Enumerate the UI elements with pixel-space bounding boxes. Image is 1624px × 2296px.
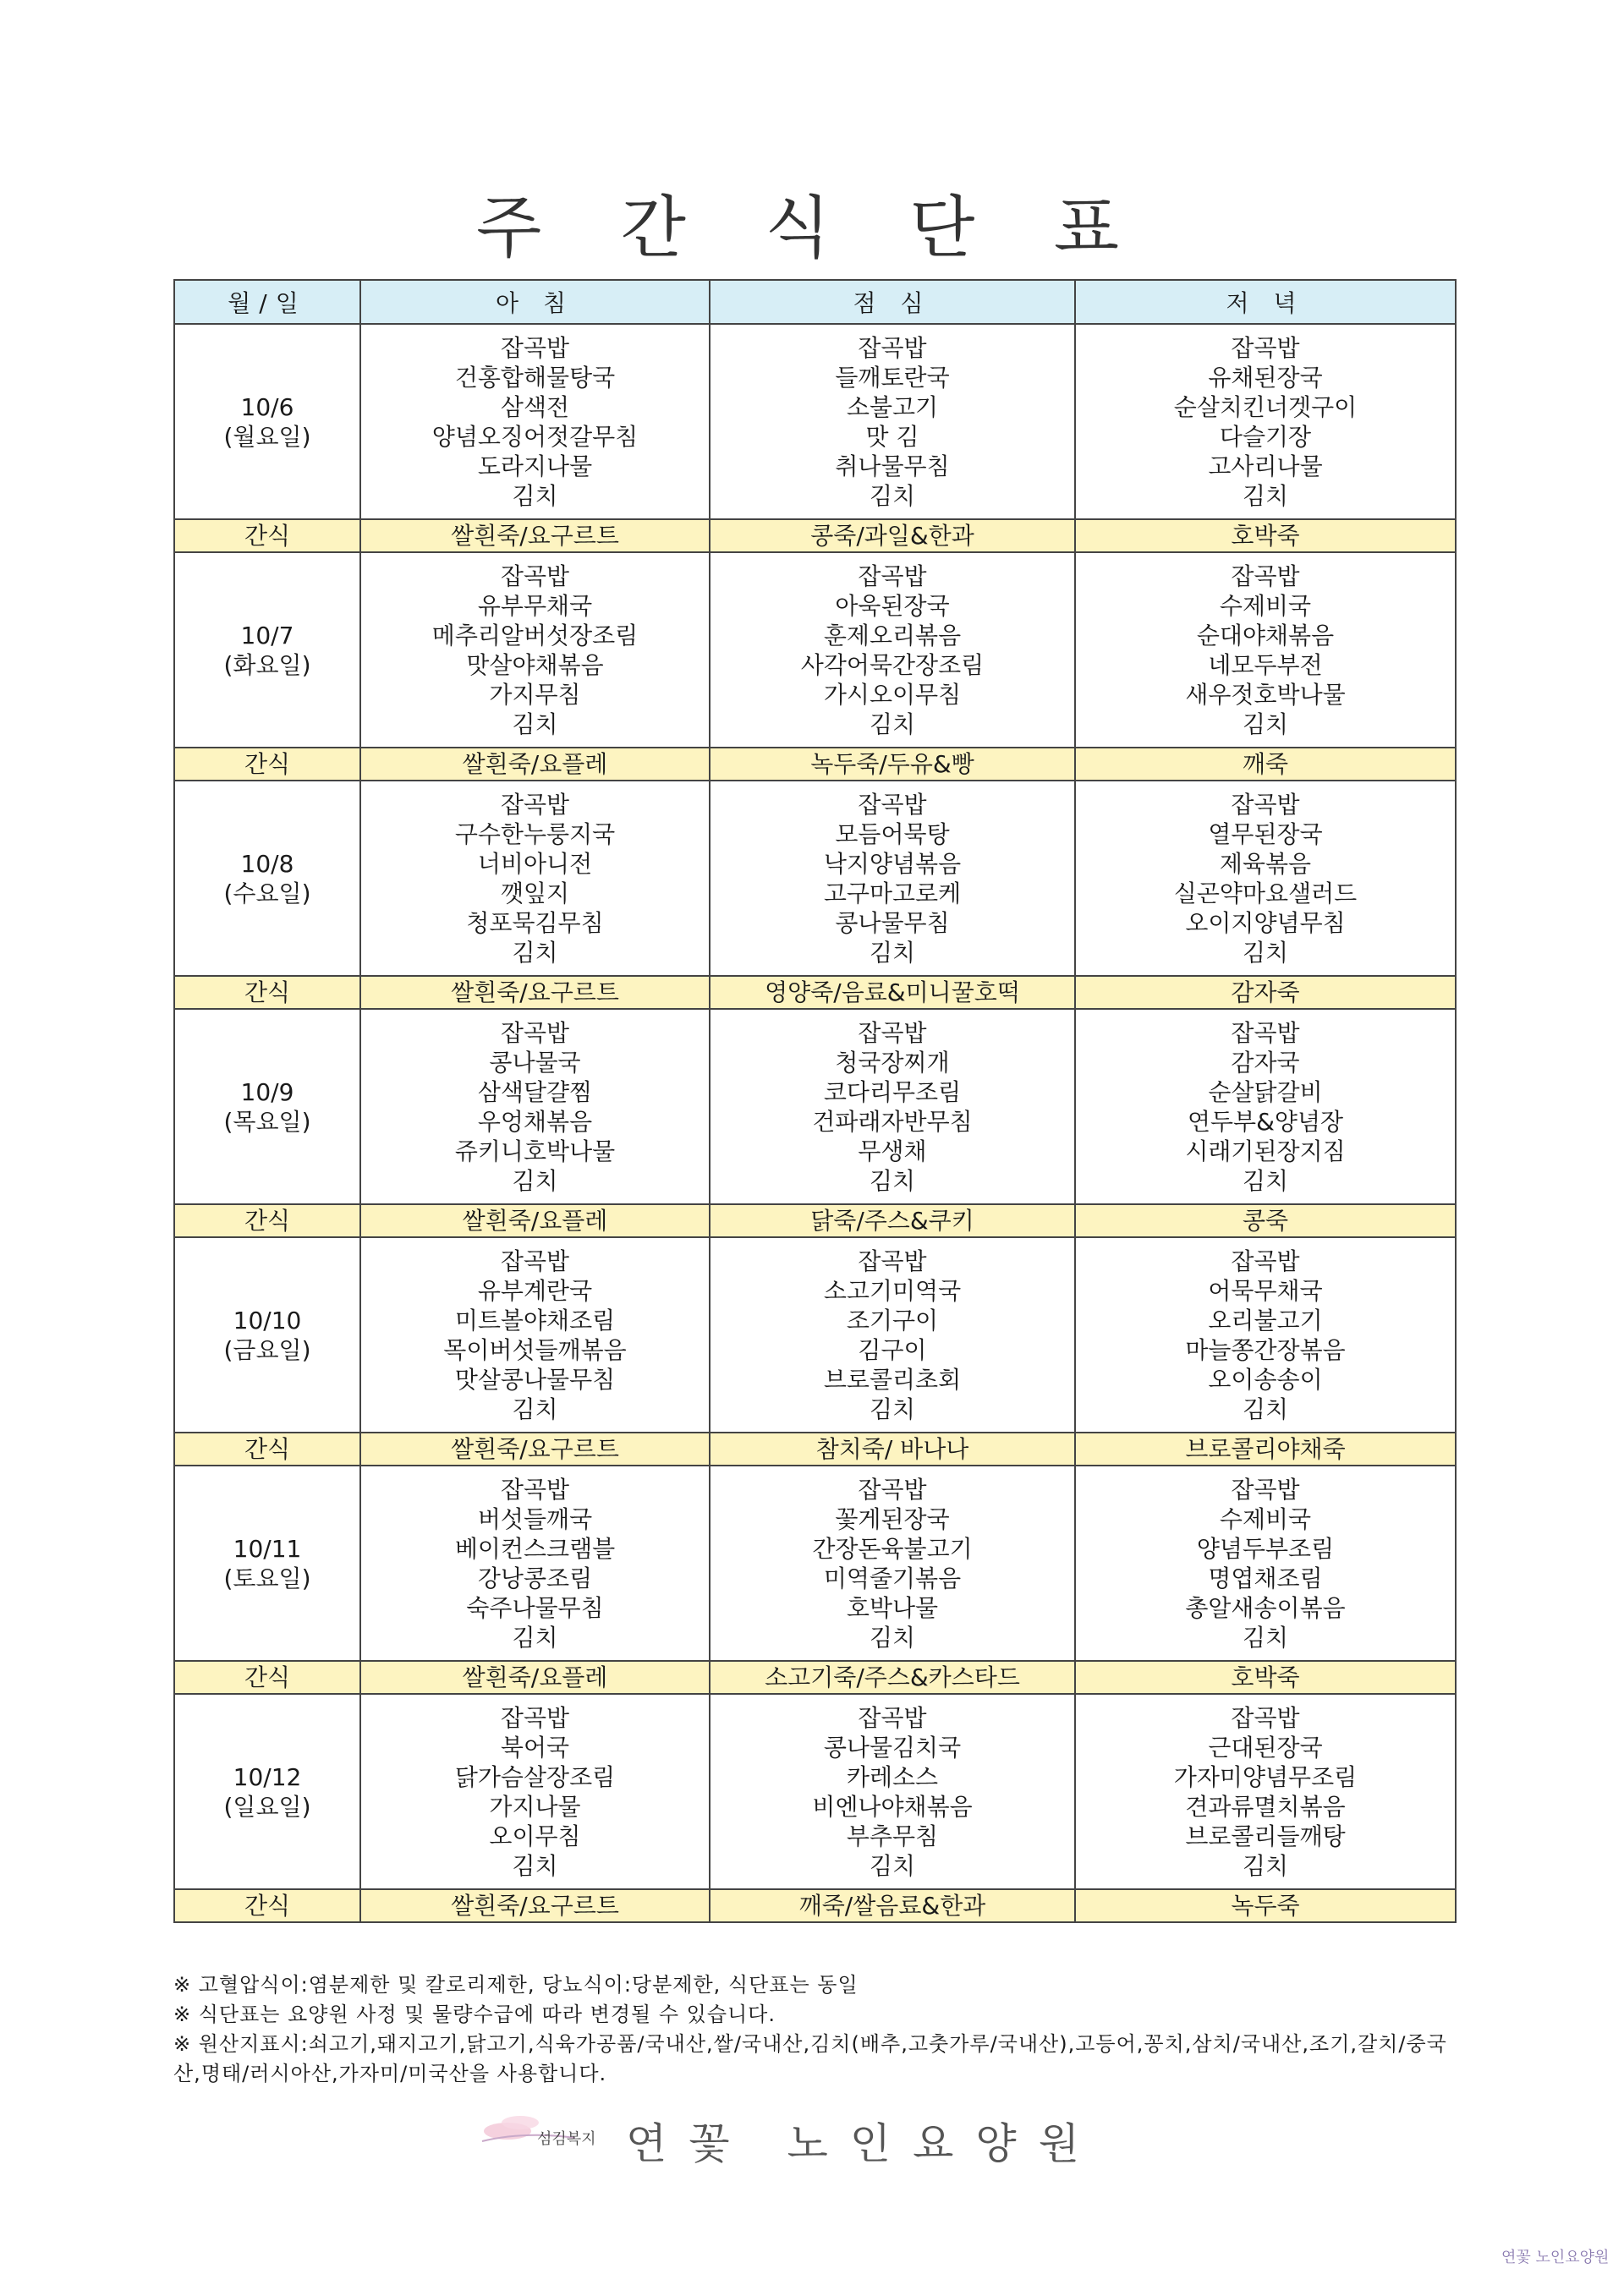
menu-item: 잡곡밥 xyxy=(858,1475,927,1504)
menu-item: 수제비국 xyxy=(1219,1504,1312,1533)
menu-item: 카레소스 xyxy=(846,1762,939,1791)
menu-item: 순대야채볶음 xyxy=(1196,621,1335,649)
snack-row xyxy=(174,976,1456,1009)
dinner-cell xyxy=(1075,1694,1456,1889)
notes xyxy=(173,1970,1459,2089)
menu-item: 김구이 xyxy=(858,1335,927,1364)
day-date-cell xyxy=(174,552,360,748)
menu-item: 김치 xyxy=(869,1166,916,1195)
menu-item: 잡곡밥 xyxy=(1231,1018,1300,1047)
menu-item: 유부계란국 xyxy=(477,1276,593,1305)
snack-row xyxy=(174,519,1456,552)
day-row xyxy=(174,1009,1456,1204)
snack-item: 브로콜리야채죽 xyxy=(1075,1433,1456,1466)
day-row xyxy=(174,781,1456,976)
menu-item: 잡곡밥 xyxy=(1231,1247,1300,1275)
day-weekday: (토요일) xyxy=(223,1564,311,1592)
menu-item: 구수한누룽지국 xyxy=(454,819,616,848)
menu-item: 오리불고기 xyxy=(1208,1306,1323,1334)
menu-item: 브로콜리들깨탕 xyxy=(1185,1822,1346,1850)
snack-row xyxy=(174,1661,1456,1694)
menu-item: 쥬키니호박나물 xyxy=(454,1137,616,1165)
note-line: ※ 고혈압식이:염분제한 및 칼로리제한, 당뇨식이:당분제한, 식단표는 동일 xyxy=(173,1973,859,1997)
snack-item: 쌀흰죽/요구르트 xyxy=(360,1889,710,1922)
menu-item: 청포묵김무침 xyxy=(466,908,604,937)
day-date: 10/12 xyxy=(233,1762,302,1791)
menu-item: 오이지양념무침 xyxy=(1185,908,1346,937)
logo-main-text: 연꽃 노인요양원 xyxy=(626,2119,1101,2168)
menu-item: 가지나물 xyxy=(489,1792,581,1821)
day-weekday: (수요일) xyxy=(223,879,311,907)
menu-body xyxy=(174,324,1456,1922)
menu-item: 잡곡밥 xyxy=(1231,1475,1300,1504)
menu-item: 잡곡밥 xyxy=(500,1475,570,1504)
lunch-cell xyxy=(710,781,1075,976)
snack-row xyxy=(174,1889,1456,1922)
note-line: ※ 원산지표시:쇠고기,돼지고기,닭고기,식육가공품/국내산,쌀/국내산,김치(배추,고춧가루/국내산),고등어,꽁치,삼치/국내산,조기,갈치/중국산,명태/러시아산,가자미/미국산을 사용합니다. xyxy=(173,2032,1447,2085)
snack-item: 녹두죽 xyxy=(1075,1889,1456,1922)
menu-item: 조기구이 xyxy=(846,1306,939,1334)
menu-item: 마늘쫑간장볶음 xyxy=(1185,1335,1346,1364)
menu-item: 시래기된장지짐 xyxy=(1185,1137,1346,1165)
menu-item: 김치 xyxy=(869,1623,916,1652)
snack-item: 쌀흰죽/요구르트 xyxy=(360,1433,710,1466)
menu-item: 건홍합해물탕국 xyxy=(454,363,616,392)
menu-item: 다슬기장 xyxy=(1219,422,1312,451)
menu-item: 김치 xyxy=(512,1166,558,1195)
dinner-cell xyxy=(1075,1237,1456,1433)
menu-item: 잡곡밥 xyxy=(858,1247,927,1275)
menu-item: 가지무침 xyxy=(489,680,581,709)
menu-item: 깻잎지 xyxy=(500,879,570,907)
snack-item: 쌀흰죽/요플레 xyxy=(360,1661,710,1694)
menu-item: 잡곡밥 xyxy=(858,1018,927,1047)
menu-item: 버섯들깨국 xyxy=(477,1504,593,1533)
menu-item: 수제비국 xyxy=(1219,591,1312,620)
menu-item: 호박나물 xyxy=(846,1593,939,1622)
snack-item: 호박죽 xyxy=(1075,1661,1456,1694)
menu-item: 잡곡밥 xyxy=(500,1703,570,1732)
menu-item: 미역줄기볶음 xyxy=(823,1564,962,1592)
menu-item: 고구마고로케 xyxy=(823,879,962,907)
day-weekday: (월요일) xyxy=(223,422,311,451)
menu-item: 김치 xyxy=(512,1623,558,1652)
header-date: 월/일 xyxy=(174,280,360,324)
menu-item: 간장돈육불고기 xyxy=(812,1534,973,1563)
breakfast-cell xyxy=(360,1694,710,1889)
day-row xyxy=(174,552,1456,748)
dinner-cell xyxy=(1075,1466,1456,1661)
menu-item: 건파래자반무침 xyxy=(812,1107,973,1136)
menu-item: 잡곡밥 xyxy=(1231,1703,1300,1732)
menu-item: 잡곡밥 xyxy=(500,562,570,590)
menu-item: 김치 xyxy=(869,1851,916,1880)
menu-item: 아욱된장국 xyxy=(835,591,950,620)
dinner-cell xyxy=(1075,552,1456,748)
menu-item: 콩나물김치국 xyxy=(823,1733,962,1762)
menu-item: 유채된장국 xyxy=(1208,363,1323,392)
day-date: 10/11 xyxy=(233,1534,302,1563)
menu-item: 김치 xyxy=(1242,938,1289,967)
snack-item: 콩죽 xyxy=(1075,1204,1456,1237)
menu-item: 소고기미역국 xyxy=(823,1276,962,1305)
menu-item: 목이버섯들깨볶음 xyxy=(443,1335,627,1364)
menu-item: 사각어묵간장조림 xyxy=(800,650,985,679)
day-date: 10/10 xyxy=(233,1306,302,1334)
day-date: 10/7 xyxy=(240,621,294,649)
menu-item: 고사리나물 xyxy=(1208,452,1323,480)
snack-item: 쌀흰죽/요구르트 xyxy=(360,519,710,552)
dinner-cell xyxy=(1075,781,1456,976)
menu-item: 잡곡밥 xyxy=(858,790,927,819)
menu-item: 잡곡밥 xyxy=(1231,790,1300,819)
menu-item: 순살치킨너겟구이 xyxy=(1173,392,1358,421)
menu-item: 열무된장국 xyxy=(1208,819,1323,848)
menu-item: 콩나물무침 xyxy=(835,908,950,937)
menu-item: 맛 김 xyxy=(865,422,919,451)
menu-item: 코다리무조림 xyxy=(823,1077,962,1106)
snack-item: 참치죽/ 바나나 xyxy=(710,1433,1075,1466)
snack-label: 간식 xyxy=(174,1889,360,1922)
menu-item: 김치 xyxy=(512,938,558,967)
menu-item: 가자미양념무조림 xyxy=(1173,1762,1358,1791)
menu-item: 명엽채조림 xyxy=(1208,1564,1323,1592)
menu-item: 김치 xyxy=(1242,1395,1289,1423)
menu-item: 잡곡밥 xyxy=(500,1018,570,1047)
snack-item: 깨죽 xyxy=(1075,748,1456,781)
menu-item: 잡곡밥 xyxy=(858,562,927,590)
menu-item: 김치 xyxy=(869,938,916,967)
menu-item: 순살닭갈비 xyxy=(1208,1077,1323,1106)
menu-item: 잡곡밥 xyxy=(500,790,570,819)
lunch-cell xyxy=(710,1694,1075,1889)
menu-item: 김치 xyxy=(512,1395,558,1423)
menu-item: 김치 xyxy=(512,710,558,738)
dinner-cell xyxy=(1075,1009,1456,1204)
menu-item: 꽃게된장국 xyxy=(835,1504,950,1533)
header-breakfast: 아 침 xyxy=(360,280,710,324)
day-date: 10/6 xyxy=(240,392,294,421)
menu-item: 유부무채국 xyxy=(477,591,593,620)
day-weekday: (금요일) xyxy=(223,1335,311,1364)
menu-item: 잡곡밥 xyxy=(500,1247,570,1275)
menu-item: 숙주나물무침 xyxy=(466,1593,604,1622)
menu-item: 맛살콩나물무침 xyxy=(454,1365,616,1394)
page-title: 주 간 식 단 표 xyxy=(475,189,1149,267)
snack-label: 간식 xyxy=(174,1204,360,1237)
day-date: 10/8 xyxy=(240,849,294,878)
menu-item: 잡곡밥 xyxy=(1231,562,1300,590)
menu-item: 김치 xyxy=(1242,1166,1289,1195)
snack-item: 쌀흰죽/요구르트 xyxy=(360,976,710,1009)
menu-item: 들깨토란국 xyxy=(835,363,950,392)
menu-item: 북어국 xyxy=(500,1733,570,1762)
menu-item: 잡곡밥 xyxy=(500,333,570,362)
lunch-cell xyxy=(710,1466,1075,1661)
menu-item: 강낭콩조림 xyxy=(477,1564,593,1592)
lunch-cell xyxy=(710,552,1075,748)
menu-item: 삼색달걀찜 xyxy=(477,1077,593,1106)
note-line: ※ 식단표는 요양원 사정 및 물량수급에 따라 변경될 수 있습니다. xyxy=(173,2003,776,2026)
menu-item: 도라지나물 xyxy=(477,452,593,480)
day-row xyxy=(174,324,1456,519)
menu-item: 너비아니전 xyxy=(477,849,593,878)
menu-item: 비엔나야채볶음 xyxy=(812,1792,973,1821)
lunch-cell xyxy=(710,1009,1075,1204)
snack-item: 녹두죽/두유&빵 xyxy=(710,748,1075,781)
menu-item: 우엉채볶음 xyxy=(477,1107,593,1136)
snack-label: 간식 xyxy=(174,748,360,781)
menu-item: 김치 xyxy=(1242,481,1289,510)
breakfast-cell xyxy=(360,1009,710,1204)
menu-item: 메추리알버섯장조림 xyxy=(431,621,639,649)
menu-item: 감자국 xyxy=(1231,1048,1300,1077)
snack-item: 소고기죽/주스&카스타드 xyxy=(710,1661,1075,1694)
day-date-cell xyxy=(174,1694,360,1889)
menu-item: 낙지양념볶음 xyxy=(823,849,962,878)
snack-item: 감자죽 xyxy=(1075,976,1456,1009)
day-date: 10/9 xyxy=(240,1077,294,1106)
dinner-cell xyxy=(1075,324,1456,519)
header-dinner: 저 녁 xyxy=(1075,280,1456,324)
snack-item: 쌀흰죽/요플레 xyxy=(360,1204,710,1237)
snack-item: 호박죽 xyxy=(1075,519,1456,552)
snack-row xyxy=(174,748,1456,781)
day-weekday: (일요일) xyxy=(223,1792,311,1821)
menu-item: 총알새송이볶음 xyxy=(1185,1593,1346,1622)
menu-item: 소불고기 xyxy=(846,392,939,421)
day-date-cell xyxy=(174,781,360,976)
menu-item: 김치 xyxy=(869,1395,916,1423)
menu-item: 잡곡밥 xyxy=(858,1703,927,1732)
menu-item: 부추무침 xyxy=(846,1822,939,1850)
menu-item: 닭가슴살장조림 xyxy=(454,1762,616,1791)
snack-row xyxy=(174,1433,1456,1466)
menu-item: 훈제오리볶음 xyxy=(823,621,962,649)
menu-item: 김치 xyxy=(869,481,916,510)
breakfast-cell xyxy=(360,324,710,519)
day-date-cell xyxy=(174,1009,360,1204)
menu-item: 맛살야채볶음 xyxy=(466,650,604,679)
menu-item: 양념두부조림 xyxy=(1196,1534,1335,1563)
menu-item: 김치 xyxy=(1242,1623,1289,1652)
snack-item: 닭죽/주스&쿠키 xyxy=(710,1204,1075,1237)
menu-item: 무생채 xyxy=(858,1137,927,1165)
menu-item: 김치 xyxy=(869,710,916,738)
menu-item: 미트볼야채조림 xyxy=(454,1306,616,1334)
header-row xyxy=(174,280,1456,324)
lunch-cell xyxy=(710,324,1075,519)
day-weekday: (화요일) xyxy=(223,650,311,679)
snack-item: 깨죽/쌀음료&한과 xyxy=(710,1889,1075,1922)
snack-item: 쌀흰죽/요플레 xyxy=(360,748,710,781)
menu-item: 양념오징어젓갈무침 xyxy=(431,422,639,451)
day-weekday: (목요일) xyxy=(223,1107,311,1136)
menu-item: 잡곡밥 xyxy=(1231,333,1300,362)
breakfast-cell xyxy=(360,1466,710,1661)
menu-item: 김치 xyxy=(1242,1851,1289,1880)
logo-small-text: 섬김복지 xyxy=(537,2130,596,2148)
snack-item: 콩죽/과일&한과 xyxy=(710,519,1075,552)
menu-item: 실곤약마요샐러드 xyxy=(1173,879,1358,907)
menu-item: 청국장찌개 xyxy=(835,1048,950,1077)
menu-item: 콩나물국 xyxy=(489,1048,581,1077)
menu-item: 어묵무채국 xyxy=(1208,1276,1323,1305)
menu-item: 베이컨스크램블 xyxy=(454,1534,616,1563)
snack-label: 간식 xyxy=(174,1661,360,1694)
breakfast-cell xyxy=(360,781,710,976)
breakfast-cell xyxy=(360,1237,710,1433)
breakfast-cell xyxy=(360,552,710,748)
day-date-cell xyxy=(174,1237,360,1433)
snack-label: 간식 xyxy=(174,519,360,552)
menu-item: 오이송송이 xyxy=(1208,1365,1323,1394)
menu-item: 오이무침 xyxy=(489,1822,581,1850)
lunch-cell xyxy=(710,1237,1075,1433)
menu-item: 삼색전 xyxy=(500,392,570,421)
menu-item: 브로콜리초회 xyxy=(823,1365,962,1394)
menu-item: 취나물무침 xyxy=(835,452,950,480)
menu-item: 견과류멸치볶음 xyxy=(1185,1792,1346,1821)
menu-item: 김치 xyxy=(512,1851,558,1880)
header-lunch: 점 심 xyxy=(710,280,1075,324)
snack-item: 영양죽/음료&미니꿀호떡 xyxy=(710,976,1075,1009)
day-date-cell xyxy=(174,324,360,519)
snack-row xyxy=(174,1204,1456,1237)
snack-label: 간식 xyxy=(174,976,360,1009)
menu-item: 잡곡밥 xyxy=(858,333,927,362)
menu-item: 네모두부전 xyxy=(1208,650,1323,679)
menu-item: 김치 xyxy=(1242,710,1289,738)
menu-item: 새우젓호박나물 xyxy=(1185,680,1346,709)
menu-item: 연두부&양념장 xyxy=(1187,1107,1344,1136)
day-date-cell xyxy=(174,1466,360,1661)
menu-item: 김치 xyxy=(512,481,558,510)
menu-item: 모듬어묵탕 xyxy=(835,819,950,848)
menu-item: 제육볶음 xyxy=(1219,849,1312,878)
corner-stamp: 연꽃 노인요양원 xyxy=(1501,2249,1610,2266)
day-row xyxy=(174,1694,1456,1889)
snack-label: 간식 xyxy=(174,1433,360,1466)
day-row xyxy=(174,1237,1456,1433)
menu-item: 근대된장국 xyxy=(1208,1733,1323,1762)
menu-table xyxy=(173,279,1457,1923)
day-row xyxy=(174,1466,1456,1661)
menu-item: 가시오이무침 xyxy=(823,680,962,709)
